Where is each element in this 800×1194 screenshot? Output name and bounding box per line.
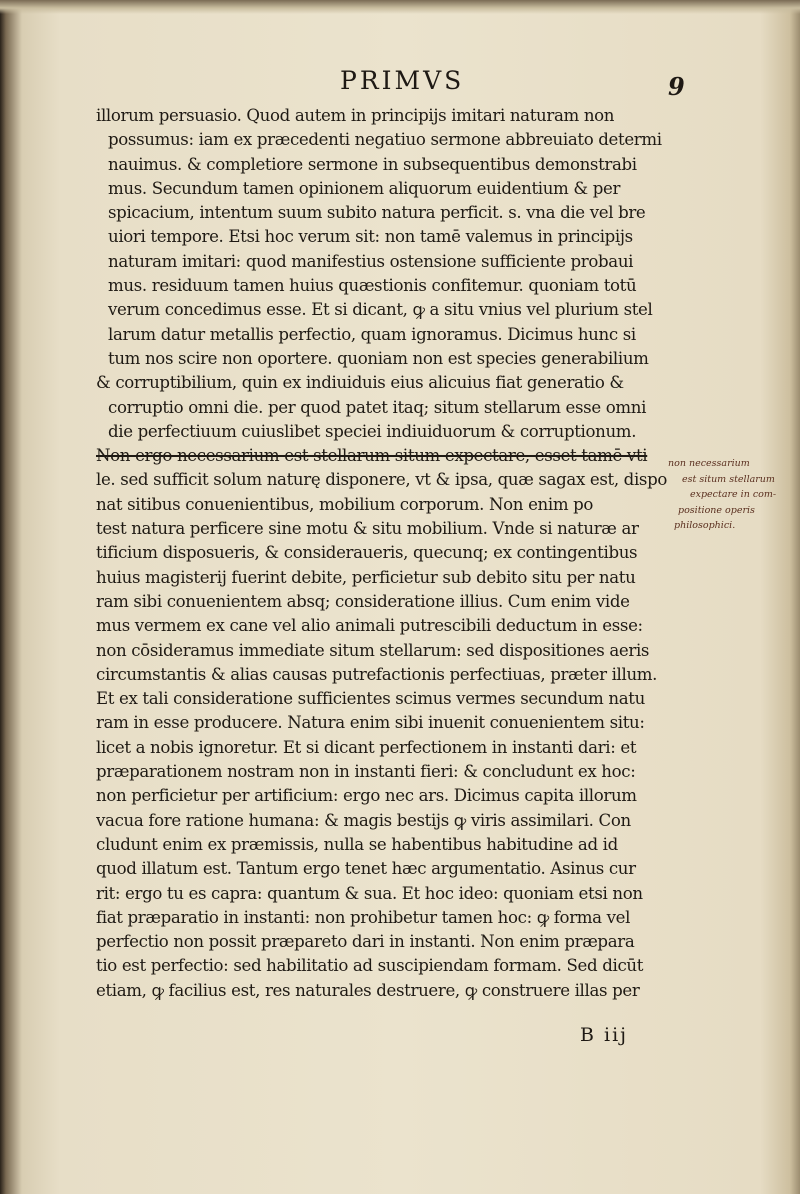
text-line: le. sed sufficit solum naturę disponere, vt & ipsa, quæ sagax est, dispo bbox=[96, 470, 667, 490]
text-line: ram sibi conuenientem absq; consideratione illius. Cum enim vide bbox=[96, 591, 630, 611]
text-line: Et ex tali consideratione sufficientes scimus vermes secundum natu bbox=[96, 689, 645, 709]
text-line: uiori tempore. Etsi hoc verum sit: non tamē valemus in principijs bbox=[108, 227, 633, 247]
text-line: non cōsideramus immediate situm stellarum: sed dispositiones aeris bbox=[96, 640, 650, 660]
signature-mark: B iij bbox=[580, 1024, 629, 1046]
text-line: tum nos scire non oportere. quoniam non est species generabilium bbox=[108, 348, 649, 368]
text-line: die perfectiuum cuiuslibet speciei indiuiduorum & corruptionum. bbox=[108, 421, 637, 441]
marginal-note-line: philosophici. bbox=[674, 520, 736, 531]
text-line: non perficietur per artificium: ergo nec ars. Dicimus capita illorum bbox=[96, 786, 637, 806]
text-line: mus. residuum tamen huius quæstionis confitemur. quoniam totū bbox=[108, 276, 637, 296]
text-line: test natura perficere sine motu & situ mobilium. Vnde si naturæ ar bbox=[96, 519, 639, 539]
text-line: præparationem nostram non in instanti fieri: & concludunt ex hoc: bbox=[96, 762, 636, 782]
text-line: spicacium, intentum suum subito natura perficit. s. vna die vel bre bbox=[108, 203, 646, 223]
folio-number: 9 bbox=[668, 72, 685, 101]
struck-text-line: Non ergo necessarium est stellarum situm expectare, esset tamē vti bbox=[96, 446, 648, 466]
page-header bbox=[0, 62, 800, 101]
text-line: etiam, ꝙ facilius est, res naturales destruere, ꝙ construere illas per bbox=[96, 980, 640, 1000]
marginal-note-line: expectare in com- bbox=[690, 489, 777, 500]
text-line: tio est perfectio: sed habilitatio ad suscipiendam formam. Sed dicūt bbox=[96, 956, 644, 976]
text-line: tificium disposueris, & consideraueris, quecunq; ex contingentibus bbox=[96, 543, 638, 563]
text-line: quod illatum est. Tantum ergo tenet hæc argumentatio. Asinus cur bbox=[96, 859, 636, 879]
text-line: rit: ergo tu es capra: quantum & sua. Et hoc ideo: quoniam etsi non bbox=[96, 883, 643, 903]
page-top-edge bbox=[0, 0, 800, 14]
marginal-note-line: non necessarium bbox=[668, 458, 750, 469]
text-line: fiat præparatio in instanti: non prohibetur tamen hoc: ꝙ forma vel bbox=[96, 907, 631, 927]
marginal-note-line: est situm stellarum bbox=[682, 473, 775, 485]
text-line: mus vermem ex cane vel alio animali putrescibili deductum in esse: bbox=[96, 616, 643, 636]
text-line: licet a nobis ignoretur. Et si dicant perfectionem in instanti dari: et bbox=[96, 737, 637, 757]
text-line: possumus: iam ex præcedenti negatiuo sermone abbreuiato determi bbox=[108, 130, 662, 150]
text-line: illorum persuasio. Quod autem in principijs imitari naturam non bbox=[96, 106, 615, 125]
text-line: huius magisterij fuerint debite, perficietur sub debito situ per natu bbox=[96, 567, 636, 587]
body-text-block bbox=[96, 104, 686, 1003]
text-line: cludunt enim ex præmissis, nulla se habentibus habitudine ad id bbox=[96, 834, 618, 854]
handwritten-marginal-note bbox=[668, 456, 796, 534]
text-line: larum datur metallis perfectio, quam ignoramus. Dicimus hunc si bbox=[108, 324, 636, 344]
text-line: perfectio non possit præpareto dari in instanti. Non enim præpara bbox=[96, 932, 635, 952]
text-line: vacua fore ratione humana: & magis bestijs ꝙ viris assimilari. Con bbox=[96, 810, 631, 830]
text-line: mus. Secundum tamen opinionem aliquorum euidentium & per bbox=[108, 178, 621, 198]
text-line: verum concedimus esse. Et si dicant, ꝙ a situ vnius vel plurium stel bbox=[108, 300, 653, 320]
text-line: naturam imitari: quod manifestius ostensione sufficiente probaui bbox=[108, 251, 634, 271]
text-line: ram in esse producere. Natura enim sibi inuenit conuenientem situ: bbox=[96, 713, 645, 733]
text-line: nauimus. & completiore sermone in subsequentibus demonstrabi bbox=[108, 154, 637, 174]
marginal-note-line: positione operis bbox=[678, 504, 755, 516]
running-title: PRIMVS bbox=[340, 66, 465, 95]
text-line: corruptio omni die. per quod patet itaq; situm stellarum esse omni bbox=[108, 397, 647, 417]
text-line: nat sitibus conuenientibus, mobilium corporum. Non enim po bbox=[96, 494, 594, 514]
text-line: & corruptibilium, quin ex indiuiduis eius alicuius fiat generatio & bbox=[96, 373, 624, 393]
text-line: circumstantis & alias causas putrefactionis perfectiuas, præter illum. bbox=[96, 664, 658, 684]
